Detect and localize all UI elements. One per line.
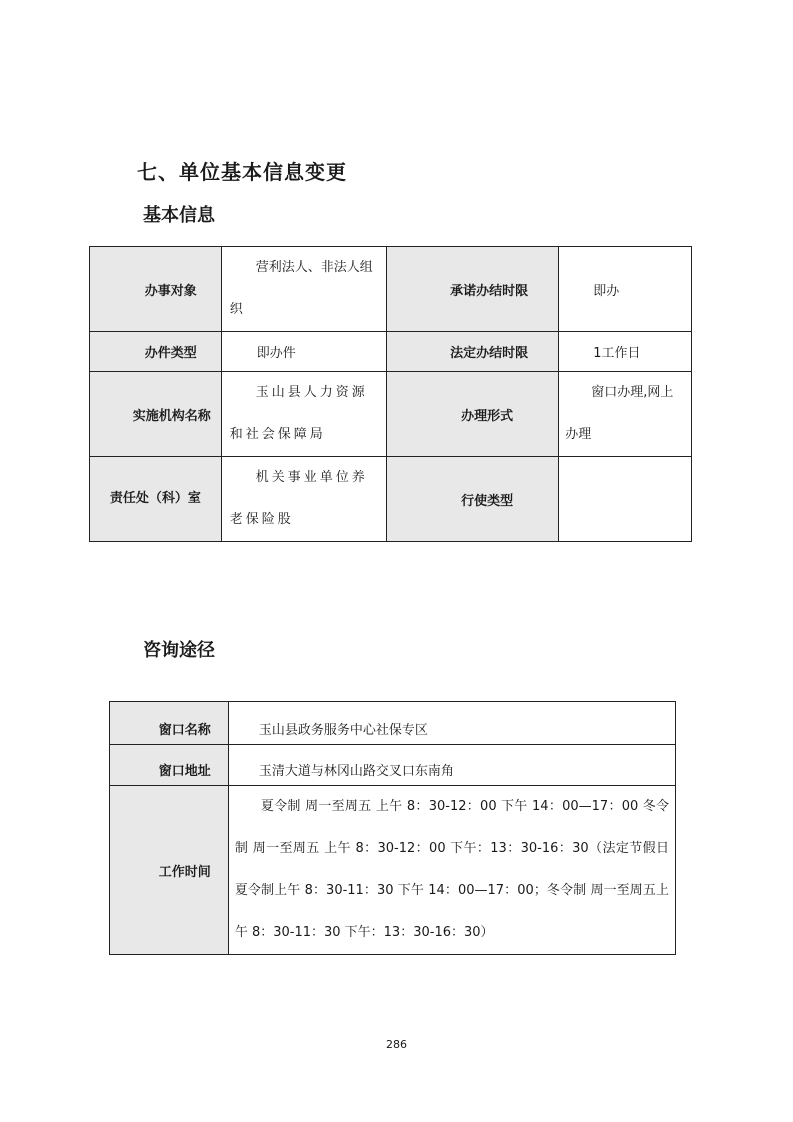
value-cell: 营利法人、非法人组织 bbox=[221, 247, 386, 332]
value-cell: 窗口办理,网上办理 bbox=[559, 372, 692, 457]
label-cell: 窗口地址 bbox=[110, 745, 229, 786]
label-cell: 行使类型 bbox=[386, 457, 559, 542]
table-row bbox=[90, 247, 692, 332]
value-cell: 即办 bbox=[559, 247, 692, 332]
label-cell: 办事对象 bbox=[90, 247, 222, 332]
value-cell: 机关事业单位养老保险股 bbox=[221, 457, 386, 542]
value-cell: 玉山县人力资源和社会保障局 bbox=[221, 372, 386, 457]
consult-title: 咨询途径 bbox=[143, 640, 215, 661]
value-cell: 夏令制 周一至周五 上午 8：30-12：00 下午 14：00—17：00 冬令制 周一至周五 上午 8：30-12：00 下午：13：30-16：30（法定节假日夏令制上午 8：30-11：30 下午 14：00—17：00；冬令制 周一至周五上午 8：30-11：30 下午：13：30-16：30） bbox=[228, 786, 675, 955]
label-cell: 窗口名称 bbox=[110, 702, 229, 745]
section-heading: 七、单位基本信息变更 bbox=[137, 160, 347, 184]
value-cell bbox=[559, 457, 692, 542]
value-cell: 即办件 bbox=[221, 332, 386, 372]
label-cell: 法定办结时限 bbox=[386, 332, 559, 372]
label-cell: 实施机构名称 bbox=[90, 372, 222, 457]
label-cell: 办件类型 bbox=[90, 332, 222, 372]
label-cell: 办理形式 bbox=[386, 372, 559, 457]
page-number: 286 bbox=[386, 1038, 407, 1051]
consult-table bbox=[109, 701, 676, 955]
table-row bbox=[90, 372, 692, 457]
table-row bbox=[90, 332, 692, 372]
value-cell: 1工作日 bbox=[559, 332, 692, 372]
label-cell: 工作时间 bbox=[110, 786, 229, 955]
table-row bbox=[110, 786, 676, 955]
basic-info-title: 基本信息 bbox=[143, 205, 215, 226]
table-row bbox=[110, 702, 676, 745]
label-cell: 承诺办结时限 bbox=[386, 247, 559, 332]
table-row bbox=[110, 745, 676, 786]
value-cell: 玉清大道与林冈山路交叉口东南角 bbox=[228, 745, 675, 786]
basic-info-table bbox=[89, 246, 692, 542]
table-row bbox=[90, 457, 692, 542]
label-cell: 责任处（科）室 bbox=[90, 457, 222, 542]
value-cell: 玉山县政务服务中心社保专区 bbox=[228, 702, 675, 745]
